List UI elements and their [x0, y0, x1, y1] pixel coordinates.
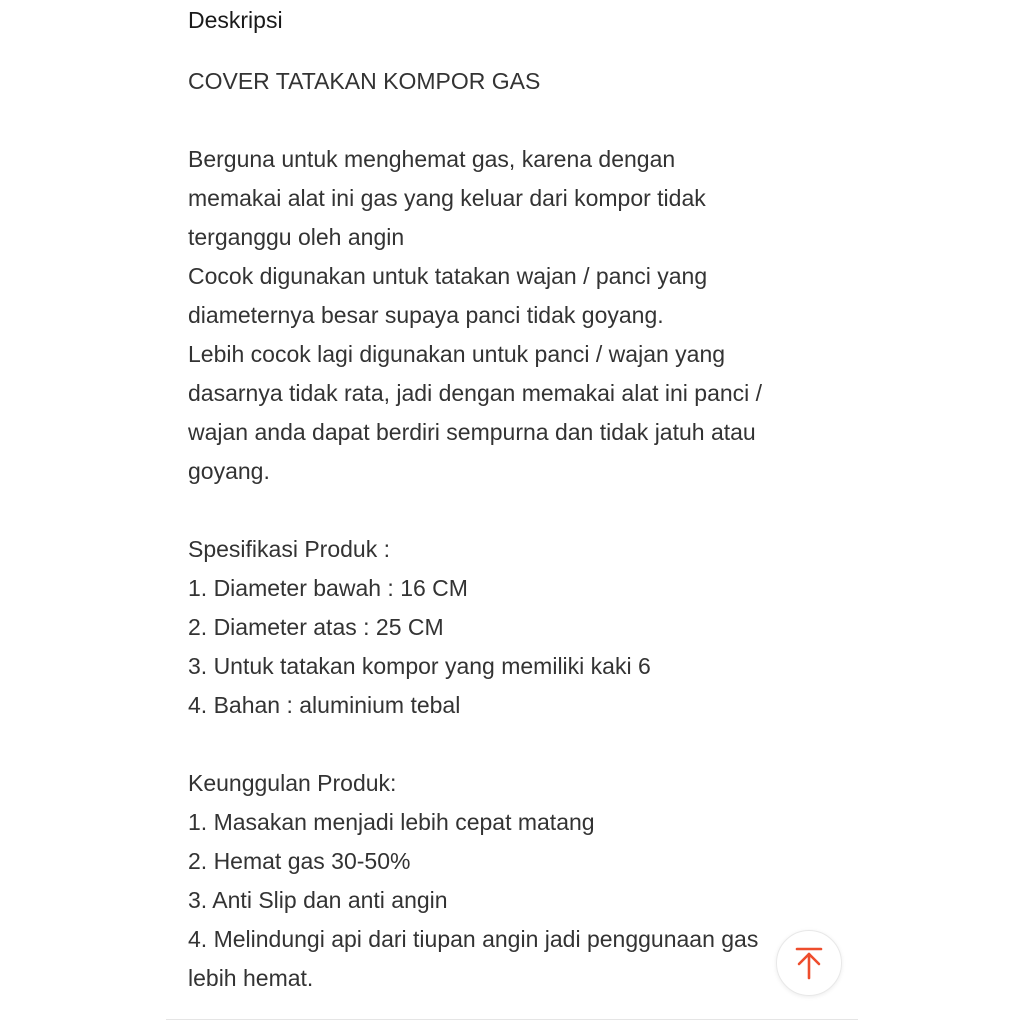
description-line: dasarnya tidak rata, jadi dengan memakai alat ini panci / [188, 380, 763, 406]
spec-item: 2. Diameter atas : 25 CM [188, 614, 444, 640]
advantage-heading: Keunggulan Produk: [188, 770, 397, 796]
advantage-item: 4. Melindungi api dari tiupan angin jadi penggunaan gas [188, 926, 759, 952]
description-body [188, 62, 868, 998]
arrow-up-to-top-icon [791, 945, 827, 981]
spec-item: 4. Bahan : aluminium tebal [188, 692, 461, 718]
scroll-to-top-button[interactable] [776, 930, 842, 996]
description-line: Berguna untuk menghemat gas, karena dengan [188, 146, 676, 172]
advantage-item: 2. Hemat gas 30-50% [188, 848, 411, 874]
spec-heading: Spesifikasi Produk : [188, 536, 390, 562]
advantage-item: lebih hemat. [188, 965, 314, 991]
section-divider [166, 1019, 858, 1020]
description-line: terganggu oleh angin [188, 224, 405, 250]
section-heading: Deskripsi [188, 7, 283, 33]
description-line: wajan anda dapat berdiri sempurna dan tidak jatuh atau [188, 419, 756, 445]
description-line: memakai alat ini gas yang keluar dari kompor tidak [188, 185, 706, 211]
description-title: COVER TATAKAN KOMPOR GAS [188, 68, 541, 94]
advantage-item: 1. Masakan menjadi lebih cepat matang [188, 809, 595, 835]
description-line: Cocok digunakan untuk tatakan wajan / panci yang [188, 263, 708, 289]
spec-item: 1. Diameter bawah : 16 CM [188, 575, 468, 601]
advantage-item: 3. Anti Slip dan anti angin [188, 887, 448, 913]
description-line: Lebih cocok lagi digunakan untuk panci / wajan yang [188, 341, 726, 367]
description-line: diameternya besar supaya panci tidak goyang. [188, 302, 664, 328]
description-line: goyang. [188, 458, 270, 484]
spec-item: 3. Untuk tatakan kompor yang memiliki kaki 6 [188, 653, 651, 679]
